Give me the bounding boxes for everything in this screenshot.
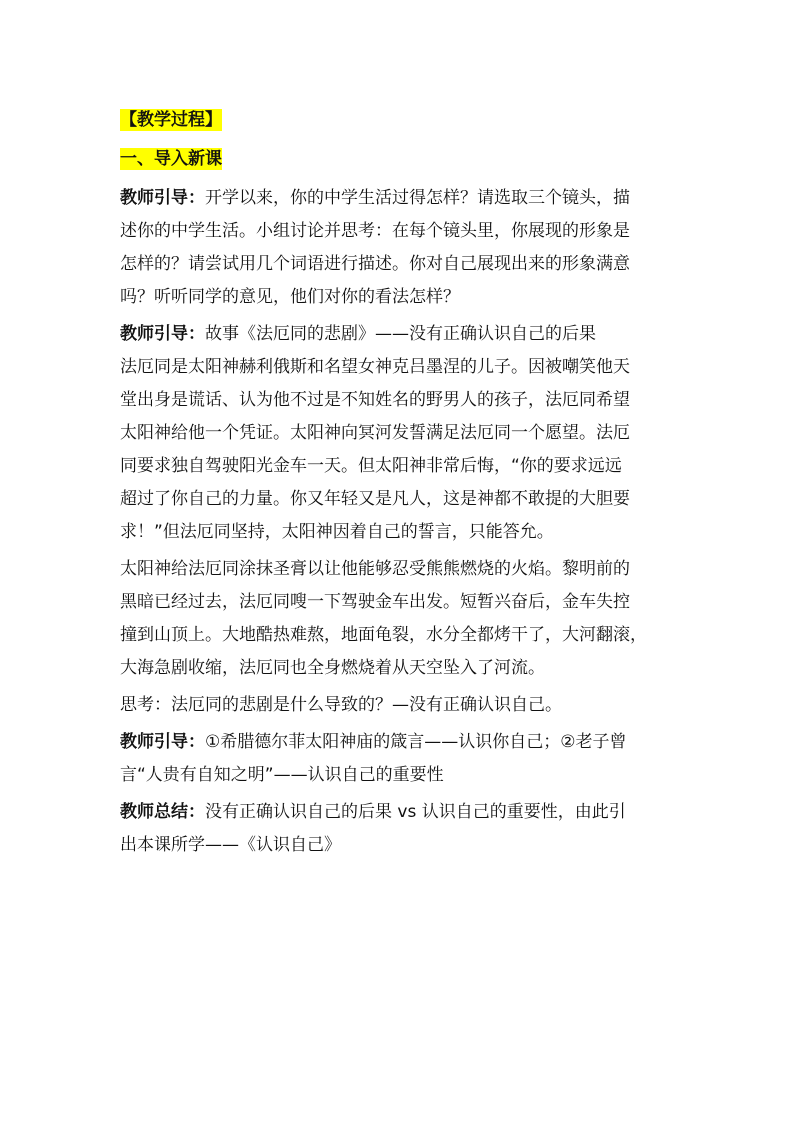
- paragraph-teacher-summary: [120, 796, 676, 862]
- paragraph-line: 大海急剧收缩，法厄同也全身燃烧着从天空坠入了河流。: [120, 658, 545, 678]
- paragraph-line: 太阳神给法厄同涂抹圣膏以让他能够忍受熊熊燃烧的火焰。黎明前的: [120, 559, 630, 579]
- paragraph-line: 述你的中学生活。小组讨论并思考：在每个镜头里，你展现的形象是: [120, 221, 630, 241]
- teacher-guide-label: 教师引导：: [120, 188, 205, 208]
- paragraph-line: [120, 182, 676, 215]
- paragraph-line: 思考：法厄同的悲剧是什么导致的？—没有正确认识自己。: [120, 695, 562, 715]
- paragraph-thinking: [120, 689, 676, 722]
- heading-section-intro-text: 一、导入新课: [120, 149, 222, 169]
- paragraph-teacher-guide-3: [120, 726, 676, 792]
- paragraph-text: 开学以来，你的中学生活过得怎样？请选取三个镜头，描: [205, 188, 630, 208]
- paragraph-line: 出本课所学——《认识自己》: [120, 835, 341, 855]
- teacher-summary-label: 教师总结：: [120, 802, 205, 822]
- paragraph-line: 言“人贵有自知之明”——认识自己的重要性: [120, 765, 444, 785]
- paragraph-line: 求！”但法厄同坚持，太阳神因着自己的誓言，只能答允。: [120, 522, 554, 542]
- teacher-guide-label: 教师引导：: [120, 324, 205, 344]
- teacher-guide-label: 教师引导：: [120, 732, 205, 752]
- paragraph-story-2: [120, 553, 676, 685]
- paragraph-line: 撞到山顶上。大地酷热难熬，地面龟裂，水分全都烤干了，大河翻滚，: [120, 625, 647, 645]
- heading-teaching-process: [120, 104, 676, 137]
- paragraph-line: 堂出身是谎话、认为他不过是不知姓名的野男人的孩子，法厄同希望: [120, 390, 630, 410]
- paragraph-line: 法厄同是太阳神赫利俄斯和名望女神克吕墨涅的儿子。因被嘲笑他天: [120, 357, 630, 377]
- paragraph-line: [120, 318, 676, 351]
- paragraph-line: 黑暗已经过去，法厄同嗖一下驾驶金车出发。短暂兴奋后，金车失控: [120, 592, 630, 612]
- paragraph-story-1: [120, 351, 676, 549]
- paragraph-line: 超过了你自己的力量。你又年轻又是凡人，这是神都不敢提的大胆要: [120, 489, 630, 509]
- paragraph-line: 吗？听听同学的意见，他们对你的看法怎样？: [120, 287, 460, 307]
- paragraph-text: ①希腊德尔菲太阳神庙的箴言——认识你自己；②老子曾: [205, 732, 627, 752]
- heading-teaching-process-text: 【教学过程】: [120, 110, 222, 130]
- paragraph-line: 同要求独自驾驶阳光金车一天。但太阳神非常后悔，“你的要求远远: [120, 456, 622, 476]
- paragraph-line: 太阳神给他一个凭证。太阳神向冥河发誓满足法厄同一个愿望。法厄: [120, 423, 630, 443]
- paragraph-line: [120, 726, 676, 759]
- paragraph-text: 没有正确认识自己的后果 vs 认识自己的重要性，由此引: [205, 802, 626, 822]
- paragraph-line: [120, 796, 676, 829]
- paragraph-teacher-guide-1: [120, 182, 676, 314]
- paragraph-teacher-guide-2: [120, 318, 676, 351]
- paragraph-text: 故事《法厄同的悲剧》——没有正确认识自己的后果: [205, 324, 596, 344]
- heading-section-intro: [120, 143, 676, 176]
- paragraph-line: 怎样的？请尝试用几个词语进行描述。你对自己展现出来的形象满意: [120, 254, 630, 274]
